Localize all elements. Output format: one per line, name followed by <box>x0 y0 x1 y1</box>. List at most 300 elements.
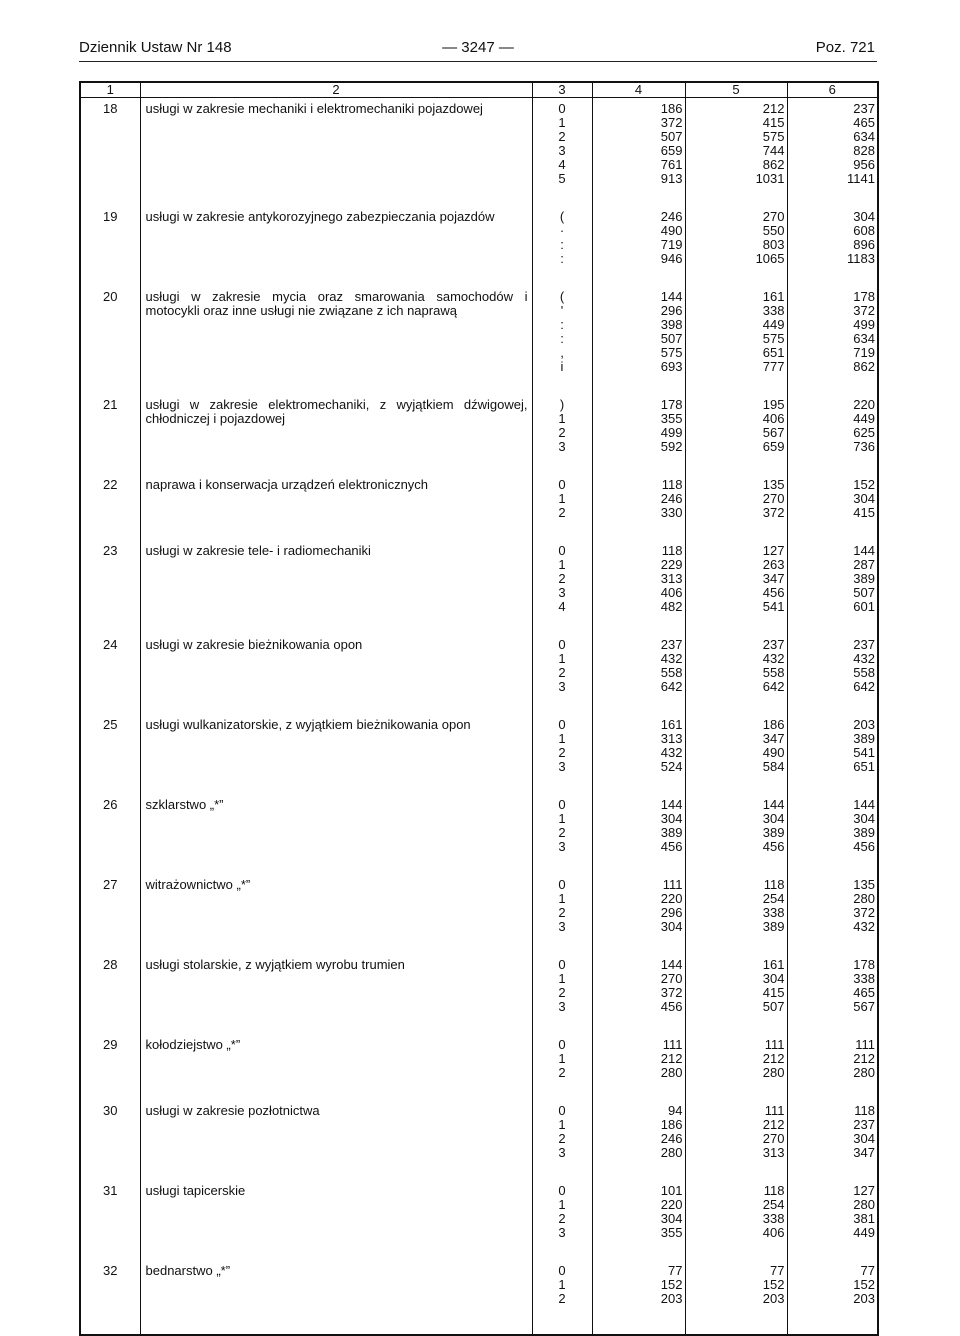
rate-value: 558 <box>762 665 785 680</box>
rate-col6-cell <box>787 1260 878 1335</box>
rate-value: 161 <box>660 717 683 732</box>
rate-value: 432 <box>853 919 875 934</box>
service-name: szklarstwo „*” <box>145 797 224 812</box>
rate-value: 490 <box>762 745 785 760</box>
rate-value: 719 <box>660 237 683 252</box>
grade-cell <box>532 206 592 286</box>
rate-value: 203 <box>762 1291 785 1306</box>
rate-col6-cell <box>787 1034 878 1100</box>
rate-value: 304 <box>660 919 683 934</box>
table-body <box>80 98 878 1336</box>
grade-cell <box>532 98 592 207</box>
rate-value: 296 <box>660 905 683 920</box>
grade-value: 1 <box>558 1117 566 1132</box>
rate-col4-cell <box>592 474 685 540</box>
rate-value: 592 <box>660 439 683 454</box>
rate-value: 338 <box>762 905 785 920</box>
rate-col4-cell <box>592 794 685 874</box>
row-number: 27 <box>80 874 140 954</box>
rate-value: 659 <box>660 143 683 158</box>
rate-value: 270 <box>762 209 785 224</box>
grade-value: 2 <box>558 1291 566 1306</box>
service-name-cell <box>140 1180 532 1260</box>
grade-value: 5 <box>558 171 566 186</box>
rate-value: 186 <box>660 1117 683 1132</box>
rate-value: 389 <box>853 731 875 746</box>
rate-value: 482 <box>660 599 683 614</box>
rate-value: 220 <box>660 1197 683 1212</box>
rate-value: 634 <box>853 129 875 144</box>
rate-value: 203 <box>853 1291 875 1306</box>
grade-cell <box>532 634 592 714</box>
grade-value: i <box>560 359 564 374</box>
rate-value: 744 <box>762 143 785 158</box>
rate-value: 220 <box>660 891 683 906</box>
rate-col6-cell <box>787 540 878 634</box>
service-name: usługi tapicerskie <box>145 1183 246 1198</box>
rate-value: 432 <box>660 651 683 666</box>
grade-value: 2 <box>558 1211 566 1226</box>
rate-col5-cell <box>685 1260 787 1335</box>
rate-value: 642 <box>660 679 683 694</box>
service-name: kołodziejstwo „*” <box>145 1037 241 1052</box>
rate-value: 347 <box>762 571 785 586</box>
grade-cell <box>532 1034 592 1100</box>
table-row <box>80 634 878 714</box>
service-name: usługi wulkanizatorskie, z wyjątkiem bieżnikowania opon <box>145 717 471 732</box>
rate-value: 946 <box>660 251 683 266</box>
grade-value: : <box>560 317 564 332</box>
rate-value: 220 <box>853 397 875 412</box>
column-header: 6 <box>787 82 878 98</box>
rate-value: 659 <box>762 439 785 454</box>
rate-value: 77 <box>770 1263 785 1278</box>
rate-value: 1183 <box>847 251 875 266</box>
rate-value: 144 <box>660 957 683 972</box>
grade-value: · <box>559 223 565 238</box>
service-name: witrażownictwo „*” <box>145 877 251 892</box>
rate-value: 456 <box>660 839 683 854</box>
journal-title: Dziennik Ustaw Nr 148 <box>79 39 232 56</box>
table-row <box>80 794 878 874</box>
table-row <box>80 1260 878 1335</box>
grade-value: 3 <box>558 679 566 694</box>
rate-value: 270 <box>762 491 785 506</box>
grade-cell <box>532 794 592 874</box>
rate-value: 304 <box>853 811 875 826</box>
rate-value: 237 <box>853 637 875 652</box>
rate-value: 111 <box>662 1037 683 1052</box>
grade-value: 2 <box>558 985 566 1000</box>
rate-value: 389 <box>762 825 785 840</box>
grade-value: 0 <box>558 957 566 972</box>
rate-col6-cell <box>787 714 878 794</box>
rate-value: 186 <box>660 101 683 116</box>
rate-value: 651 <box>762 345 785 360</box>
grade-value: 1 <box>558 411 566 426</box>
rate-col6-cell <box>787 1180 878 1260</box>
rate-value: 229 <box>660 557 683 572</box>
rate-value: 118 <box>763 877 785 892</box>
rate-value: 338 <box>762 1211 785 1226</box>
rate-value: 355 <box>660 1225 683 1240</box>
rate-value: 524 <box>660 759 683 774</box>
rate-value: 280 <box>762 1065 785 1080</box>
grade-value: 3 <box>558 759 566 774</box>
rate-value: 456 <box>762 585 785 600</box>
grade-value: 1 <box>558 491 566 506</box>
service-name-cell <box>140 1100 532 1180</box>
grade-value: 0 <box>558 1183 566 1198</box>
tariff-table <box>79 81 879 1336</box>
rate-value: 338 <box>853 971 875 986</box>
rate-value: 642 <box>853 679 875 694</box>
rate-value: 280 <box>853 1065 875 1080</box>
rate-value: 634 <box>853 331 875 346</box>
rate-value: 575 <box>762 129 785 144</box>
grade-value: 3 <box>558 439 566 454</box>
rate-value: 719 <box>853 345 875 360</box>
rate-value: 313 <box>762 1145 785 1160</box>
rate-value: 212 <box>762 1051 785 1066</box>
rate-value: 118 <box>763 1183 785 1198</box>
rate-value: 280 <box>660 1145 683 1160</box>
rate-value: 828 <box>853 143 875 158</box>
rate-value: 304 <box>853 1131 875 1146</box>
grade-cell <box>532 874 592 954</box>
rate-value: 406 <box>762 1225 785 1240</box>
rate-value: 608 <box>853 223 875 238</box>
rate-value: 296 <box>660 303 683 318</box>
rate-col5-cell <box>685 206 787 286</box>
rate-col6-cell <box>787 1100 878 1180</box>
rate-value: 338 <box>762 303 785 318</box>
row-number: 28 <box>80 954 140 1034</box>
rate-value: 381 <box>853 1211 875 1226</box>
grade-value: 2 <box>558 825 566 840</box>
grade-value: 4 <box>558 157 566 172</box>
rate-col5-cell <box>685 714 787 794</box>
grade-value: 0 <box>558 877 566 892</box>
rate-value: 601 <box>853 599 875 614</box>
grade-value: 0 <box>558 797 566 812</box>
grade-value: 2 <box>558 571 566 586</box>
row-number: 19 <box>80 206 140 286</box>
row-number: 21 <box>80 394 140 474</box>
grade-value: 3 <box>558 1225 566 1240</box>
rate-value: 127 <box>762 543 785 558</box>
rate-value: 246 <box>660 209 683 224</box>
rate-value: 432 <box>762 651 785 666</box>
row-number: 26 <box>80 794 140 874</box>
rate-value: 777 <box>762 359 785 374</box>
rate-value: 406 <box>762 411 785 426</box>
page-header <box>79 39 877 61</box>
rate-value: 280 <box>660 1065 683 1080</box>
rate-value: 406 <box>660 585 683 600</box>
rate-col4-cell <box>592 206 685 286</box>
row-number: 31 <box>80 1180 140 1260</box>
rate-value: 575 <box>660 345 683 360</box>
grade-value: ( <box>559 289 565 304</box>
rate-value: 118 <box>854 1103 875 1118</box>
grade-value: 1 <box>558 811 566 826</box>
rate-col5-cell <box>685 540 787 634</box>
rate-value: 1141 <box>847 171 875 186</box>
rate-col4-cell <box>592 1034 685 1100</box>
rate-value: 449 <box>762 317 785 332</box>
grade-value: 1 <box>558 891 566 906</box>
grade-value: 2 <box>558 129 566 144</box>
rate-value: 465 <box>853 115 875 130</box>
rate-value: 186 <box>762 717 785 732</box>
rate-value: 178 <box>660 397 683 412</box>
rate-value: 135 <box>853 877 875 892</box>
service-name-cell <box>140 714 532 794</box>
service-name-cell <box>140 98 532 207</box>
rate-value: 465 <box>853 985 875 1000</box>
grade-value: 1 <box>558 651 566 666</box>
rate-col6-cell <box>787 874 878 954</box>
grade-value: 2 <box>558 425 566 440</box>
rate-col6-cell <box>787 206 878 286</box>
rate-value: 77 <box>668 1263 683 1278</box>
rate-col4-cell <box>592 1180 685 1260</box>
rate-value: 111 <box>662 877 683 892</box>
grade-value: 1 <box>558 1197 566 1212</box>
rate-col5-cell <box>685 98 787 207</box>
service-name-cell <box>140 1034 532 1100</box>
rate-value: 152 <box>762 1277 785 1292</box>
grade-value: 2 <box>558 1065 566 1080</box>
grade-value: 3 <box>558 585 566 600</box>
grade-value: 2 <box>558 505 566 520</box>
table-row <box>80 98 878 207</box>
column-header: 1 <box>80 82 140 98</box>
service-name: usługi w zakresie tele- i radiomechaniki <box>145 543 371 558</box>
rate-value: 372 <box>762 505 785 520</box>
rate-value: 152 <box>853 1277 875 1292</box>
grade-cell <box>532 1100 592 1180</box>
rate-value: 144 <box>853 543 875 558</box>
grade-value: 1 <box>558 731 566 746</box>
rate-value: 246 <box>660 491 683 506</box>
rate-col5-cell <box>685 286 787 394</box>
rate-value: 212 <box>762 1117 785 1132</box>
grade-value: 2 <box>558 905 566 920</box>
rate-value: 415 <box>762 985 785 1000</box>
rate-value: 304 <box>660 1211 683 1226</box>
service-name-cell <box>140 1260 532 1335</box>
service-name: usługi w zakresie pozłotnictwa <box>145 1103 320 1118</box>
rate-col4-cell <box>592 394 685 474</box>
rate-value: 567 <box>762 425 785 440</box>
rate-value: 118 <box>661 477 683 492</box>
rate-value: 152 <box>853 477 875 492</box>
table-row <box>80 1034 878 1100</box>
rate-value: 693 <box>660 359 683 374</box>
rate-value: 456 <box>660 999 683 1014</box>
grade-cell <box>532 540 592 634</box>
rate-value: 237 <box>853 101 875 116</box>
rate-value: 584 <box>762 759 785 774</box>
table-row <box>80 1180 878 1260</box>
row-number: 23 <box>80 540 140 634</box>
rate-value: 550 <box>762 223 785 238</box>
rate-value: 94 <box>668 1103 683 1118</box>
rate-value: 862 <box>762 157 785 172</box>
rate-value: 135 <box>762 477 785 492</box>
rate-value: 347 <box>853 1145 875 1160</box>
rate-col5-cell <box>685 1034 787 1100</box>
rate-value: 913 <box>660 171 683 186</box>
grade-cell <box>532 474 592 540</box>
rate-value: 575 <box>762 331 785 346</box>
grade-value: 0 <box>558 637 566 652</box>
service-name: usługi w zakresie bieżnikowania opon <box>145 637 363 652</box>
rate-value: 347 <box>762 731 785 746</box>
rate-value: 246 <box>660 1131 683 1146</box>
rate-value: 651 <box>853 759 875 774</box>
rate-col6-cell <box>787 634 878 714</box>
rate-value: 212 <box>853 1051 875 1066</box>
rate-value: 389 <box>853 571 875 586</box>
rate-value: 398 <box>660 317 683 332</box>
rate-col4-cell <box>592 954 685 1034</box>
rate-value: 195 <box>762 397 785 412</box>
row-number: 32 <box>80 1260 140 1335</box>
grade-cell <box>532 286 592 394</box>
rate-value: 389 <box>660 825 683 840</box>
service-name: naprawa i konserwacja urządzeń elektronicznych <box>145 477 429 492</box>
grade-value: : <box>560 251 564 266</box>
rate-value: 541 <box>853 745 875 760</box>
grade-value: ) <box>559 397 565 412</box>
service-name-cell <box>140 794 532 874</box>
rate-value: 372 <box>853 905 875 920</box>
rate-value: 270 <box>660 971 683 986</box>
rate-value: 144 <box>660 289 683 304</box>
rate-value: 372 <box>660 115 683 130</box>
rate-col5-cell <box>685 634 787 714</box>
rate-value: 541 <box>762 599 785 614</box>
row-number: 24 <box>80 634 140 714</box>
grade-value: 0 <box>558 477 566 492</box>
rate-value: 372 <box>660 985 683 1000</box>
rate-value: 389 <box>853 825 875 840</box>
rate-value: 896 <box>853 237 875 252</box>
grade-cell <box>532 394 592 474</box>
header-rule <box>79 61 877 62</box>
rate-value: 567 <box>853 999 875 1014</box>
rate-col4-cell <box>592 634 685 714</box>
rate-col6-cell <box>787 98 878 207</box>
row-number: 18 <box>80 98 140 207</box>
rate-value: 313 <box>660 571 683 586</box>
rate-value: 254 <box>762 1197 785 1212</box>
table-header <box>80 82 878 98</box>
rate-col4-cell <box>592 286 685 394</box>
table-row <box>80 206 878 286</box>
rate-value: 178 <box>853 957 875 972</box>
rate-value: 761 <box>660 157 683 172</box>
grade-value: 3 <box>558 839 566 854</box>
rate-value: 270 <box>762 1131 785 1146</box>
grade-value: 3 <box>558 999 566 1014</box>
rate-value: 178 <box>853 289 875 304</box>
grade-value: 3 <box>558 143 566 158</box>
grade-value: 1 <box>558 1277 566 1292</box>
rate-value: 161 <box>762 289 785 304</box>
row-number: 25 <box>80 714 140 794</box>
rate-value: 237 <box>853 1117 875 1132</box>
grade-value: 0 <box>558 101 566 116</box>
rate-col4-cell <box>592 1100 685 1180</box>
rate-col4-cell <box>592 1260 685 1335</box>
grade-value: 2 <box>558 665 566 680</box>
row-number: 29 <box>80 1034 140 1100</box>
rate-value: 1031 <box>755 171 785 186</box>
service-name: usługi w zakresie elektromechaniki, z wyjątkiem dźwigowej, chłodniczej i pojazdowej <box>145 397 528 426</box>
grade-value: 2 <box>558 745 566 760</box>
rate-value: 304 <box>853 491 875 506</box>
rate-value: 304 <box>660 811 683 826</box>
grade-value: : <box>560 237 564 252</box>
table-row <box>80 714 878 794</box>
rate-col6-cell <box>787 794 878 874</box>
rate-value: 118 <box>661 543 683 558</box>
rate-value: 280 <box>853 891 875 906</box>
service-name: usługi w zakresie antykorozyjnego zabezpieczania pojazdów <box>145 209 495 224</box>
service-name-cell <box>140 540 532 634</box>
grade-value: 0 <box>558 717 566 732</box>
row-number: 22 <box>80 474 140 540</box>
rate-col6-cell <box>787 954 878 1034</box>
rate-value: 287 <box>853 557 875 572</box>
column-header: 3 <box>532 82 592 98</box>
rate-value: 212 <box>660 1051 683 1066</box>
service-name-cell <box>140 634 532 714</box>
rate-value: 77 <box>860 1263 875 1278</box>
rate-value: 432 <box>660 745 683 760</box>
rate-col5-cell <box>685 954 787 1034</box>
table-row <box>80 474 878 540</box>
rate-col5-cell <box>685 874 787 954</box>
grade-cell <box>532 714 592 794</box>
rate-value: 152 <box>660 1277 683 1292</box>
rate-value: 499 <box>660 425 683 440</box>
rate-value: 803 <box>762 237 785 252</box>
rate-value: 313 <box>660 731 683 746</box>
table-row <box>80 394 878 474</box>
rate-value: 144 <box>853 797 875 812</box>
service-name-cell <box>140 286 532 394</box>
grade-value: 3 <box>558 919 566 934</box>
rate-value: 862 <box>853 359 875 374</box>
grade-value: 1 <box>558 557 566 572</box>
service-name-cell <box>140 474 532 540</box>
rate-value: 507 <box>762 999 785 1014</box>
rate-value: 558 <box>660 665 683 680</box>
table-row <box>80 874 878 954</box>
position-number: Poz. 721 <box>815 39 875 56</box>
grade-value: 0 <box>558 1103 566 1118</box>
grade-value: 0 <box>558 543 566 558</box>
rate-value: 389 <box>762 919 785 934</box>
rate-value: 144 <box>660 797 683 812</box>
grade-value: 1 <box>558 1051 566 1066</box>
rate-value: 415 <box>762 115 785 130</box>
